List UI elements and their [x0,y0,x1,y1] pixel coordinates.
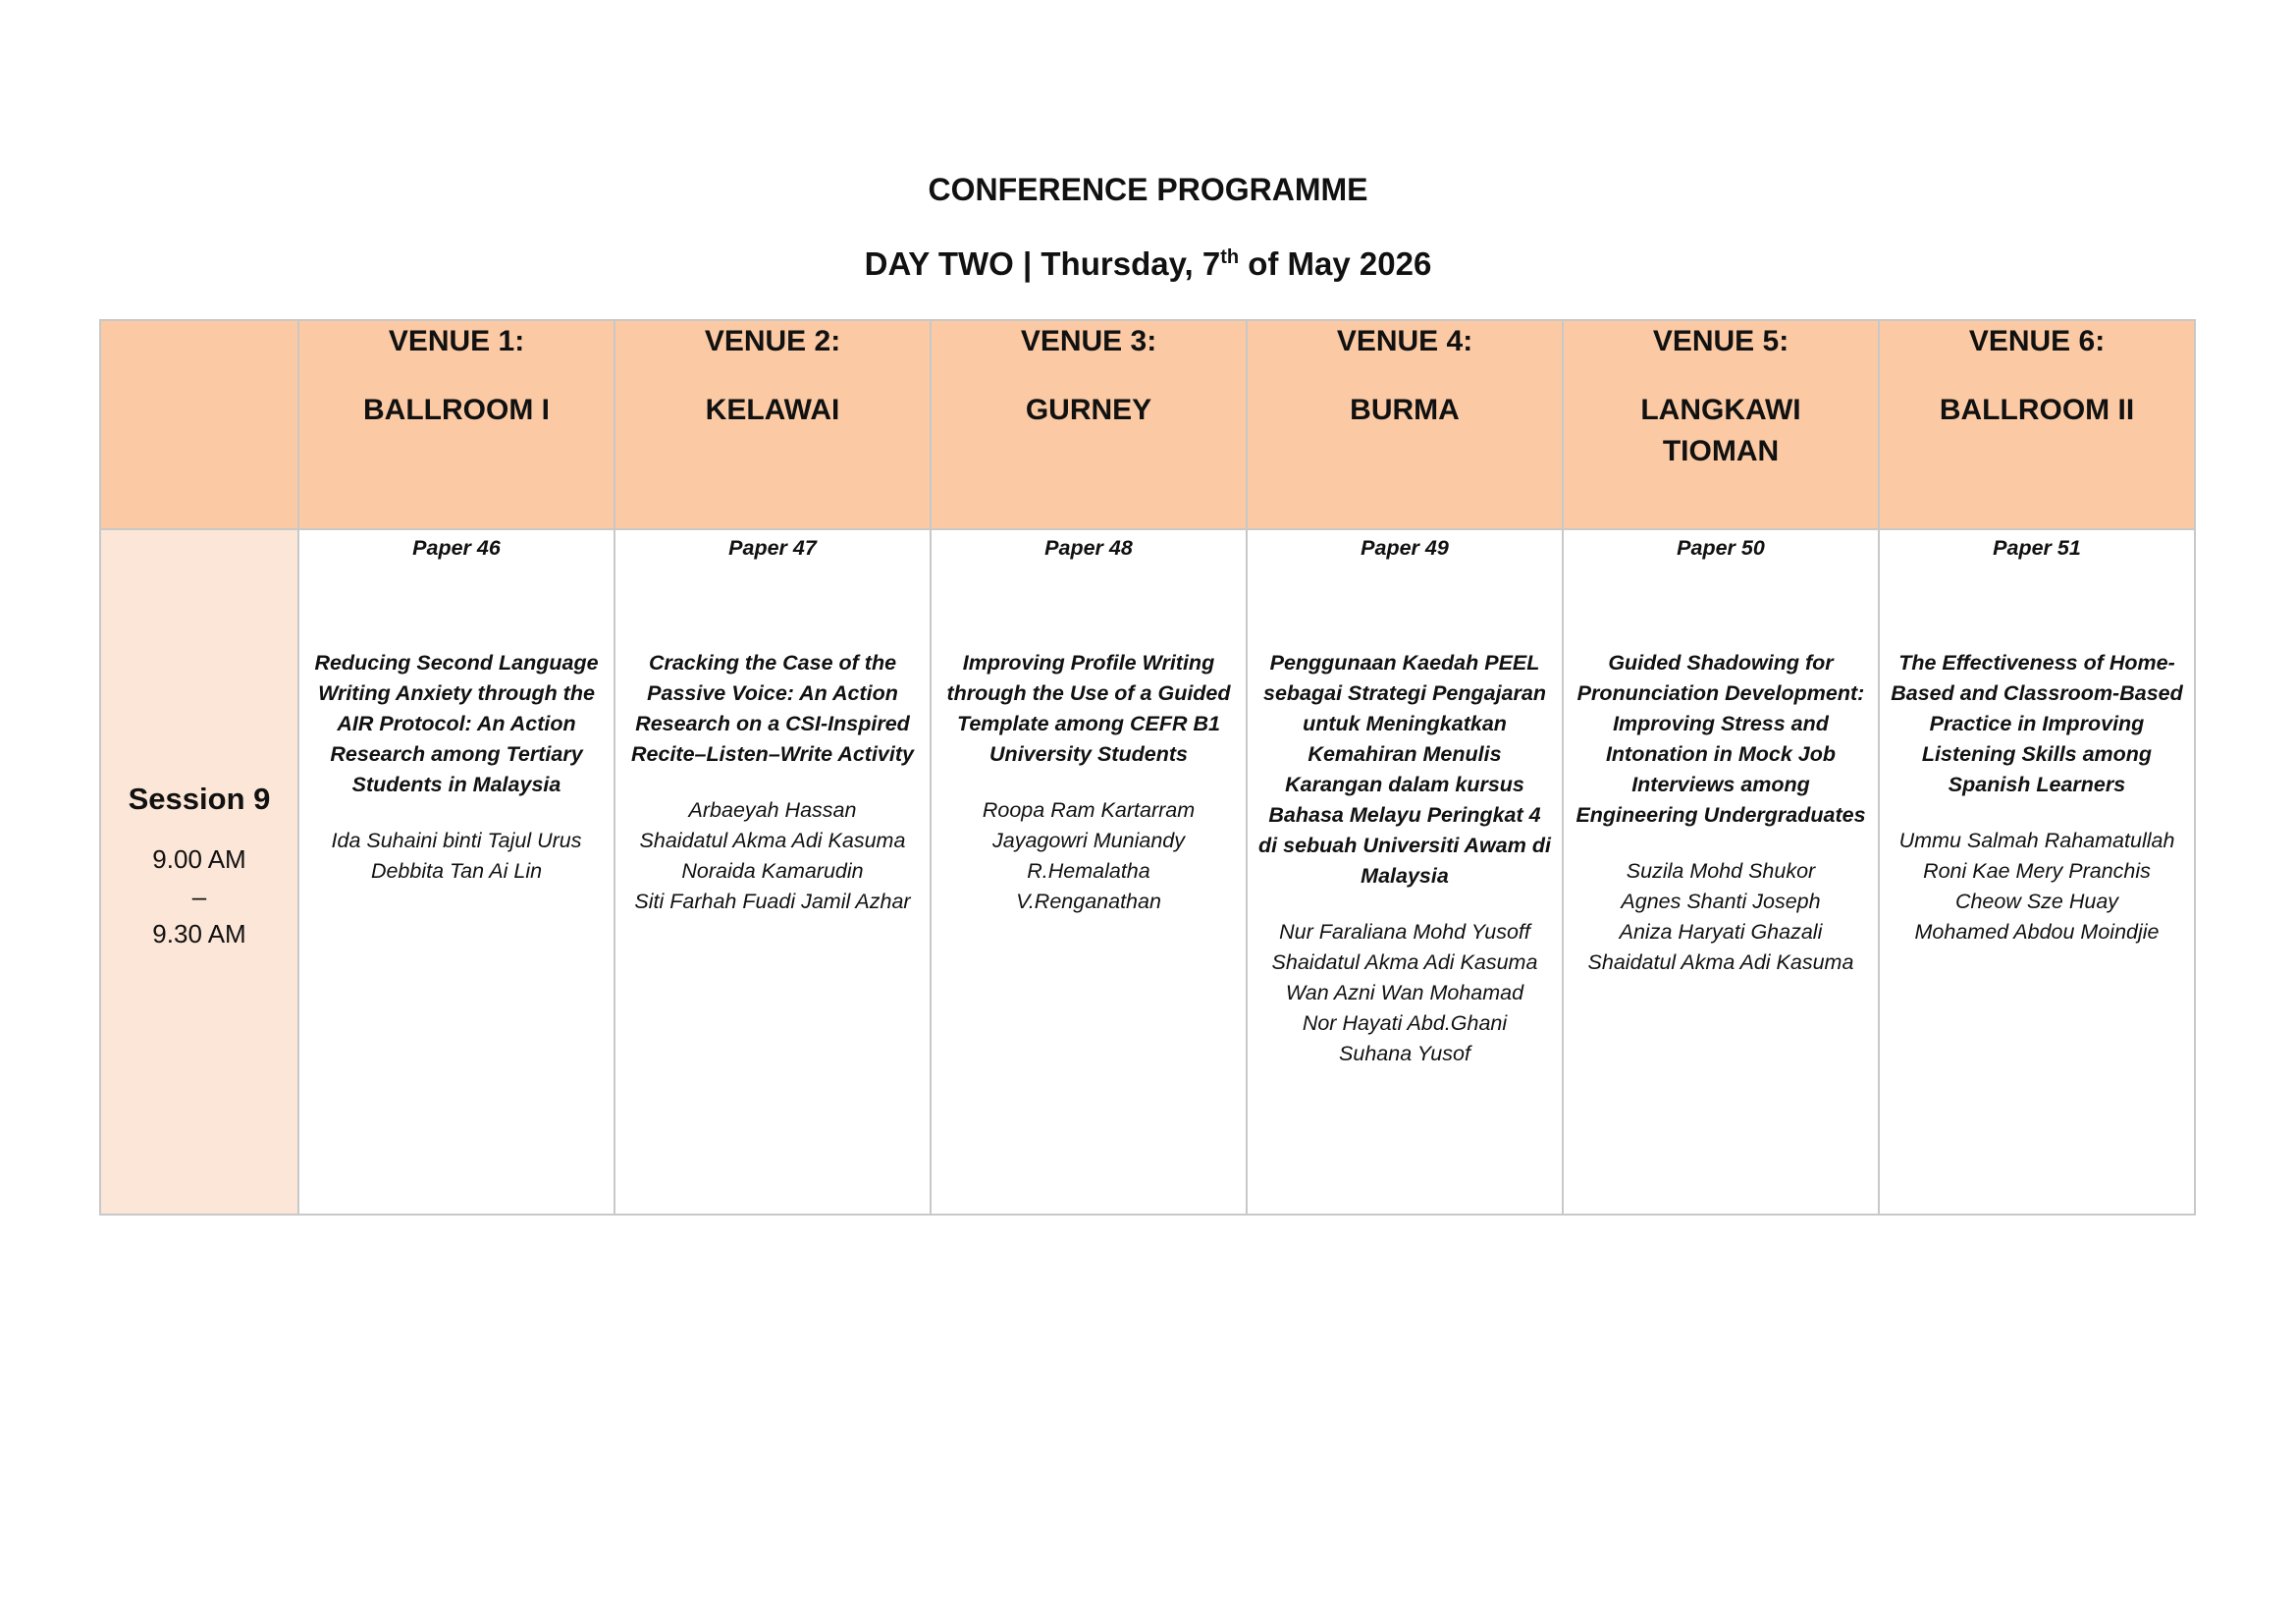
venue-number: VENUE 5: [1652,325,1789,357]
paper-number: Paper 49 [1361,536,1449,560]
venue-name: BALLROOM I [363,394,550,426]
paper-author: Shaidatul Akma Adi Kasuma [1271,950,1538,974]
day-title-ordinal-suffix: th [1220,246,1240,268]
corner-cell [100,320,298,529]
venue-header-4 [1247,320,1563,529]
page-title: CONFERENCE PROGRAMME [928,172,1368,207]
paper-authors [625,795,920,917]
venue-header-2 [614,320,931,529]
paper-author: Nor Hayati Abd.Ghani [1302,1011,1508,1035]
session-row [100,529,2195,1215]
paper-authors [941,795,1236,917]
paper-authors [1574,856,1868,978]
paper-author: Arbaeyah Hassan [688,798,857,822]
venue-header-1 [298,320,614,529]
paper-author: Cheow Sze Huay [1954,890,2119,913]
paper-author: Nur Faraliana Mohd Yusoff [1279,920,1530,944]
paper-title: Reducing Second Language Writing Anxiety through the AIR Protocol: An Action Research among Tertiary Students in Malaysia [314,651,599,796]
venue-header-6 [1879,320,2195,529]
paper-cell [614,529,931,1215]
paper-title: Improving Profile Writing through the Use of a Guided Template among CEFR B1 University Students [946,651,1231,766]
paper-number: Paper 46 [412,536,501,560]
venue-name-line-2: TIOMAN [1662,435,1780,467]
programme-table [99,319,2196,1216]
paper-author: Suhana Yusof [1339,1042,1470,1065]
paper-author: Siti Farhah Fuadi Jamil Azhar [634,890,911,913]
venue-name: GURNEY [1025,394,1152,426]
paper-author: Ida Suhaini binti Tajul Urus [331,829,582,852]
day-title-prefix: DAY TWO | Thursday, 7 [864,245,1221,282]
paper-author: V.Renganathan [1016,890,1161,913]
paper-cell [931,529,1247,1215]
paper-cell [1563,529,1879,1215]
paper-number: Paper 51 [1993,536,2081,560]
paper-title: The Effectiveness of Home-Based and Classroom-Based Practice in Improving Listening Skills among Spanish Learners [1891,651,2183,796]
venue-number: VENUE 2: [704,325,841,357]
paper-authors [1257,917,1552,1069]
venue-name: BURMA [1350,394,1460,426]
venue-name: KELAWAI [705,394,840,426]
venue-number: VENUE 3: [1020,325,1157,357]
paper-number: Paper 50 [1677,536,1765,560]
session-label: Session 9 [128,782,271,816]
paper-cell [1879,529,2195,1215]
day-title [0,245,2296,283]
paper-author: Aniza Haryati Ghazali [1619,920,1823,944]
session-cell [100,529,298,1215]
venue-number: VENUE 6: [1968,325,2106,357]
session-start-time: 9.00 AM [152,844,246,874]
paper-title: Guided Shadowing for Pronunciation Development: Improving Stress and Intonation in Mock Job Interviews among Engineering Undergraduates [1575,651,1866,827]
session-time-separator: – [191,882,207,911]
venue-header-3 [931,320,1247,529]
paper-author: Shaidatul Akma Adi Kasuma [1587,950,1854,974]
venue-name-line-1: LANGKAWI [1640,394,1801,426]
paper-author: Jayagowri Muniandy [992,829,1185,852]
paper-number: Paper 47 [728,536,817,560]
paper-authors [1890,826,2184,947]
day-title-rest: of May 2026 [1239,245,1432,282]
paper-number: Paper 48 [1044,536,1133,560]
venue-header-row [100,320,2195,529]
venue-header-5 [1563,320,1879,529]
paper-author: R.Hemalatha [1027,859,1150,883]
paper-author: Mohamed Abdou Moindjie [1914,920,2160,944]
paper-cell [298,529,614,1215]
paper-author: Roopa Ram Kartarram [982,798,1196,822]
venue-name: BALLROOM II [1939,394,2135,426]
venue-number: VENUE 1: [388,325,525,357]
paper-title: Cracking the Case of the Passive Voice: An Action Research on a CSI-Inspired Recite–Listen–Write Activity [631,651,914,766]
session-end-time: 9.30 AM [152,919,246,948]
paper-author: Wan Azni Wan Mohamad [1285,981,1524,1004]
venue-number: VENUE 4: [1336,325,1473,357]
paper-author: Noraida Kamarudin [681,859,864,883]
session-time [101,840,297,952]
paper-author: Agnes Shanti Joseph [1621,890,1821,913]
paper-author: Shaidatul Akma Adi Kasuma [639,829,906,852]
paper-authors [309,826,604,887]
paper-title: Penggunaan Kaedah PEEL sebagai Strategi Pengajaran untuk Meningkatkan Kemahiran Menulis Karangan dalam kursus Bahasa Melayu Peringkat 4 di sebuah Universiti Awam di Malaysia [1258,651,1551,888]
paper-author: Ummu Salmah Rahamatullah Roni Kae Mery Pranchis [1898,829,2175,883]
paper-cell [1247,529,1563,1215]
paper-author: Suzila Mohd Shukor [1626,859,1816,883]
venue-name [1564,390,1878,472]
paper-author: Debbita Tan Ai Lin [370,859,543,883]
